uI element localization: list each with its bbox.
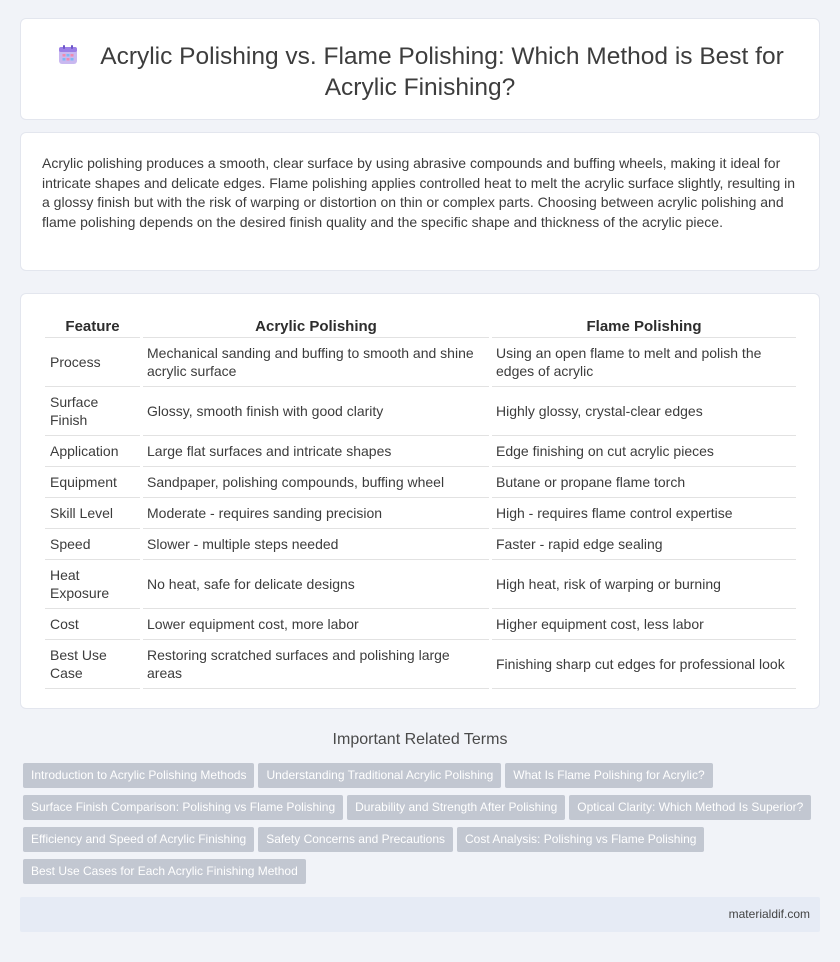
flame-cell: High - requires flame control expertise — [492, 498, 796, 529]
table-row — [45, 338, 796, 387]
related-term-chip[interactable]: Surface Finish Comparison: Polishing vs Flame Polishing — [23, 795, 343, 820]
header-flame-polishing: Flame Polishing — [492, 316, 796, 338]
feature-cell: Speed — [45, 529, 140, 560]
intro-paragraph: Acrylic polishing produces a smooth, clear surface by using abrasive compounds and buffing wheels, making it ideal for intricate shapes and delicate edges. Flame polishing applies controlled heat to melt the acrylic surface slightly, resulting in a glossy finish but with the risk of warping or distortion on thin or complex parts. Choosing between acrylic polishing and flame polishing depends on the desired finish quality and the specific shape and thickness of the acrylic piece. — [42, 155, 796, 230]
flame-cell: Finishing sharp cut edges for professional look — [492, 640, 796, 689]
acrylic-cell: Slower - multiple steps needed — [143, 529, 489, 560]
feature-cell: Equipment — [45, 467, 140, 498]
acrylic-cell: Restoring scratched surfaces and polishing large areas — [143, 640, 489, 689]
related-term-chip[interactable]: Introduction to Acrylic Polishing Methods — [23, 763, 254, 788]
feature-cell: Cost — [45, 609, 140, 640]
footer — [20, 897, 820, 932]
flame-cell: Using an open flame to melt and polish the edges of acrylic — [492, 338, 796, 387]
acrylic-cell: Glossy, smooth finish with good clarity — [143, 387, 489, 436]
page-title: Acrylic Polishing vs. Flame Polishing: Which Method is Best for Acrylic Finishing? — [100, 43, 784, 101]
related-term-chip[interactable]: Efficiency and Speed of Acrylic Finishing — [23, 827, 254, 852]
table-row — [45, 640, 796, 689]
header-feature: Feature — [45, 316, 140, 338]
flame-cell: Edge finishing on cut acrylic pieces — [492, 436, 796, 467]
acrylic-cell: Large flat surfaces and intricate shapes — [143, 436, 489, 467]
table-row — [45, 560, 796, 609]
table-row — [45, 609, 796, 640]
header-acrylic-polishing: Acrylic Polishing — [143, 316, 489, 338]
related-term-chip[interactable]: Best Use Cases for Each Acrylic Finishing Method — [23, 859, 306, 884]
feature-cell: Best Use Case — [45, 640, 140, 689]
related-terms-heading: Important Related Terms — [332, 731, 508, 748]
flame-cell: Butane or propane flame torch — [492, 467, 796, 498]
table-row — [45, 529, 796, 560]
flame-cell: High heat, risk of warping or burning — [492, 560, 796, 609]
footer-site-link[interactable]: materialdif.com — [728, 907, 810, 921]
flame-cell: Higher equipment cost, less labor — [492, 609, 796, 640]
acrylic-cell: Mechanical sanding and buffing to smooth and shine acrylic surface — [143, 338, 489, 387]
related-term-chip[interactable]: Durability and Strength After Polishing — [347, 795, 565, 820]
flame-cell: Highly glossy, crystal-clear edges — [492, 387, 796, 436]
feature-cell: Process — [45, 338, 140, 387]
related-term-chip[interactable]: What Is Flame Polishing for Acrylic? — [505, 763, 712, 788]
feature-cell: Surface Finish — [45, 387, 140, 436]
table-card — [20, 293, 820, 709]
table-row — [45, 436, 796, 467]
related-term-chip[interactable]: Understanding Traditional Acrylic Polishing — [258, 763, 501, 788]
related-term-chip[interactable]: Safety Concerns and Precautions — [258, 827, 453, 852]
flame-cell: Faster - rapid edge sealing — [492, 529, 796, 560]
acrylic-cell: Lower equipment cost, more labor — [143, 609, 489, 640]
title-wrap — [21, 41, 819, 103]
table-row — [45, 498, 796, 529]
intro-card — [20, 132, 820, 271]
acrylic-cell: Sandpaper, polishing compounds, buffing wheel — [143, 467, 489, 498]
title-card — [20, 18, 820, 120]
table-row — [45, 387, 796, 436]
feature-cell: Application — [45, 436, 140, 467]
related-term-chip[interactable]: Optical Clarity: Which Method Is Superior? — [569, 795, 811, 820]
related-term-chip[interactable]: Cost Analysis: Polishing vs Flame Polishing — [457, 827, 704, 852]
acrylic-cell: Moderate - requires sanding precision — [143, 498, 489, 529]
feature-cell: Heat Exposure — [45, 560, 140, 609]
table-header-row — [45, 316, 796, 338]
comparison-table — [42, 316, 799, 689]
acrylic-cell: No heat, safe for delicate designs — [143, 560, 489, 609]
table-row — [45, 467, 796, 498]
related-terms-list — [23, 763, 823, 891]
feature-cell: Skill Level — [45, 498, 140, 529]
calendar-icon — [56, 43, 80, 67]
